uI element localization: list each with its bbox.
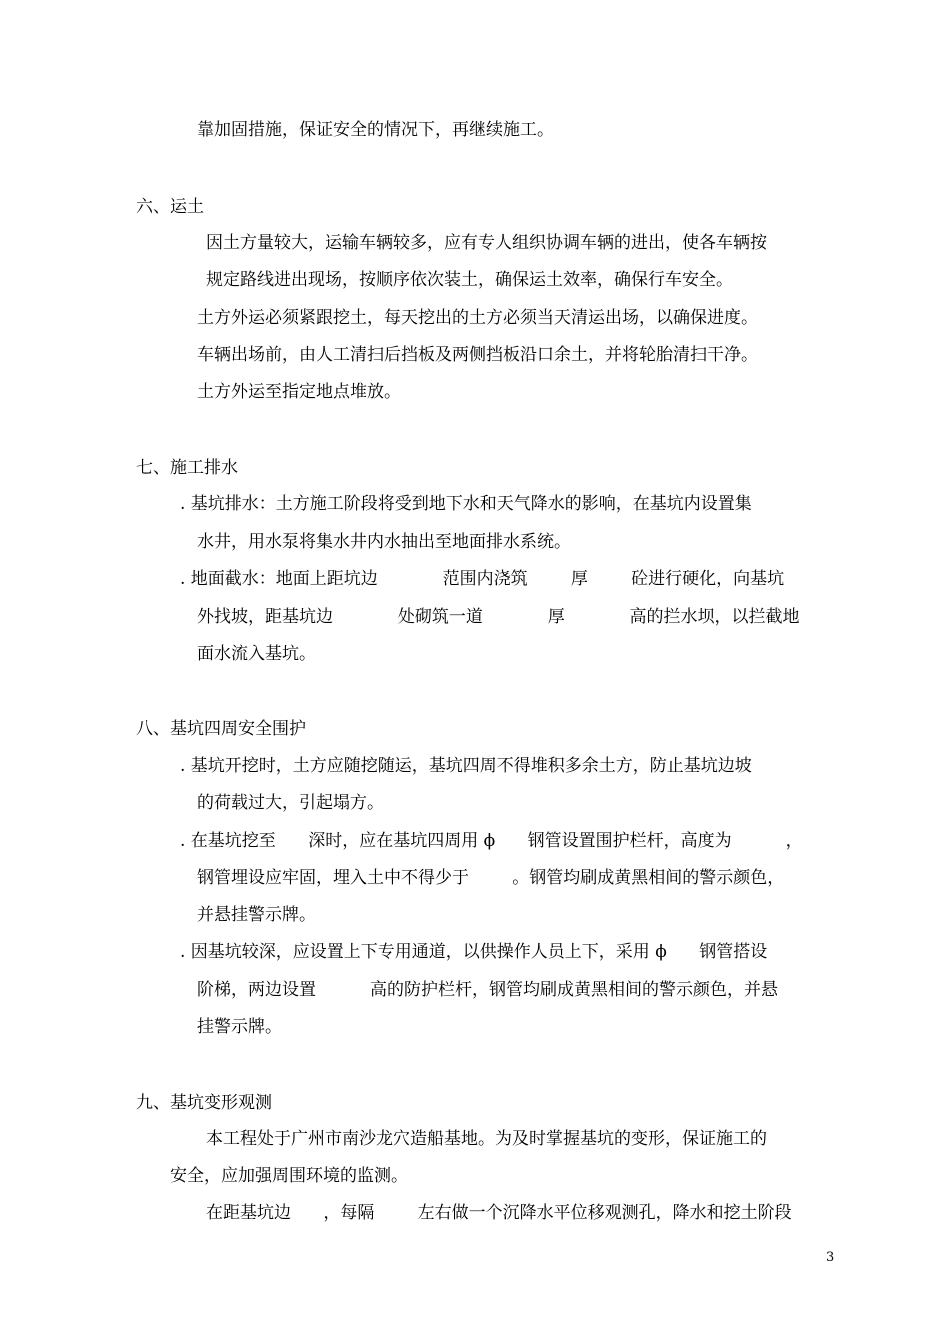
text-line: . 在基坑挖至 深时，应在基坑四周用 ϕ 钢管设置围护栏杆，高度为 ， [180, 831, 803, 851]
text-line: . 地面截水：地面上距坑边 范围内浇筑 厚 砼进行硬化，向基坑 [180, 569, 785, 589]
text-line: 安全，应加强周围环境的监测。 [170, 1166, 408, 1186]
text-line: 水井，用水泵将集水井内水抽出至地面排水系统。 [197, 532, 571, 552]
text-line: 土方外运必须紧跟挖土，每天挖出的土方必须当天清运出场，以确保进度。 [197, 308, 758, 328]
text-line: 靠加固措施，保证安全的情况下，再继续施工。 [197, 120, 554, 140]
text-line: 外找坡，距基坑边 处砌筑一道 厚 高的拦水坝，以拦截地 [197, 607, 800, 627]
text-line: . 基坑排水：土方施工阶段将受到地下水和天气降水的影响，在基坑内设置集 [180, 494, 752, 514]
section-heading: 七、施工排水 [136, 458, 238, 478]
text-line: 面水流入基坑。 [197, 644, 316, 664]
text-line: . 因基坑较深，应设置上下专用通道，以供操作人员上下，采用 ϕ 钢管搭设 [180, 942, 768, 962]
text-line: 的荷载过大，引起塌方。 [197, 793, 384, 813]
text-line: 因土方量较大，运输车辆较多，应有专人组织协调车辆的进出，使各车辆按 [206, 233, 767, 253]
text-line: . 基坑开挖时，土方应随挖随运，基坑四周不得堆积多余土方，防止基坑边坡 [180, 756, 752, 776]
text-line: 并悬挂警示牌。 [197, 905, 316, 925]
text-line: 本工程处于广州市南沙龙穴造船基地。为及时掌握基坑的变形，保证施工的 [206, 1129, 767, 1149]
text-line: 车辆出场前，由人工清扫后挡板及两侧挡板沿口余土，并将轮胎清扫干净。 [197, 345, 758, 365]
text-line: 阶梯，两边设置 高的防护栏杆，钢管均刷成黄黑相间的警示颜色，并悬 [197, 980, 779, 1000]
text-line: 规定路线进出现场，按顺序依次装土，确保运土效率，确保行车安全。 [206, 270, 733, 290]
section-heading: 六、运土 [136, 197, 204, 217]
page-number: 3 [826, 1250, 835, 1265]
section-heading: 八、基坑四周安全围护 [136, 719, 306, 739]
text-line: 在距基坑边 ，每隔 左右做一个沉降水平位移观测孔，降水和挖土阶段 [206, 1203, 792, 1223]
text-line: 土方外运至指定地点堆放。 [197, 382, 401, 402]
section-heading: 九、基坑变形观测 [136, 1093, 272, 1113]
text-line: 挂警示牌。 [197, 1017, 282, 1037]
text-line: 钢管埋设应牢固，埋入土中不得少于 。钢管均刷成黄黑相间的警示颜色， [197, 868, 785, 888]
